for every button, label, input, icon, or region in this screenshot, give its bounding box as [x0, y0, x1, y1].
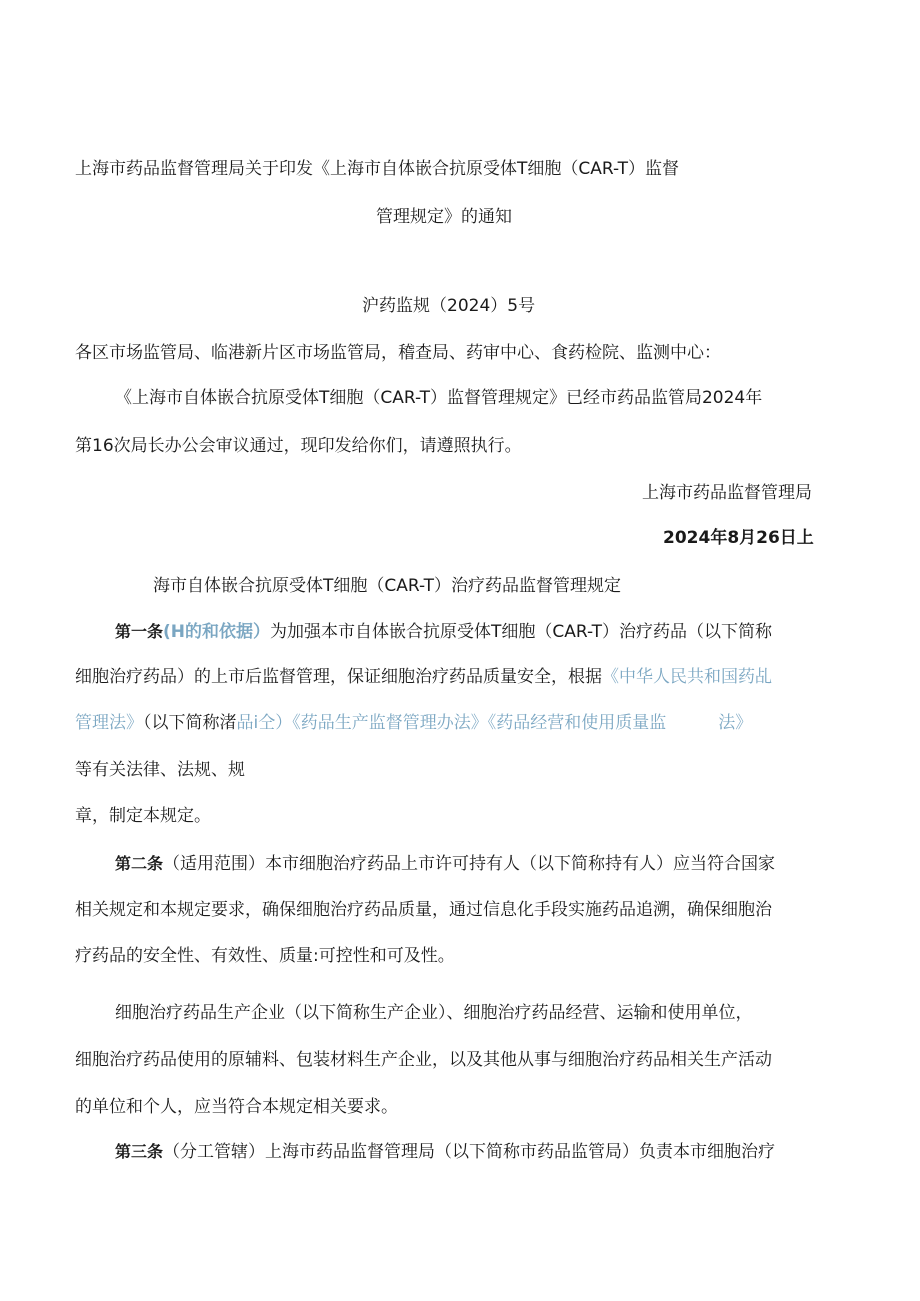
- article-1-line-2: [75, 665, 772, 689]
- article-1-line-1: [115, 620, 772, 644]
- recipients: 各区市场监管局、临港新片区市场监管局，稽查局、药审中心、食药检院、监测中心：: [75, 343, 721, 363]
- article-3-label: 第三条: [115, 1142, 164, 1161]
- article-1-line-5: 章，制定本规定。: [75, 806, 211, 826]
- article-3-text: （分工管辖）上海市药品监督管理局（以下简称市药品监管局）负责本市细胞治疗: [163, 1142, 776, 1162]
- law-link-drug-admin[interactable]: 《中华人民共和国药乩: [602, 667, 772, 687]
- article-2-label: 第二条: [115, 854, 164, 873]
- intro-line-1: 《上海市自体嵌合抗原受体T细胞（CAR-T）监督管理规定》已经市药品监管局2024年: [115, 388, 763, 408]
- document-title-line-1: 上海市药品监督管理局关于印发《上海市自体嵌合抗原受体T细胞（CAR-T）监督: [75, 159, 679, 179]
- issue-date: 2024年8月26日上: [663, 528, 814, 548]
- document-number: 沪药监规（2024）5号: [362, 296, 536, 316]
- article-1-line-4: 等有关法律、法规、规: [75, 760, 245, 780]
- intro-line-2: 第16次局长办公会审议通过，现印发给你们，请遵照执行。: [75, 436, 522, 456]
- article-1-heading: (H的和依据）: [163, 622, 271, 642]
- law-link-production-regulation[interactable]: 品i仝）《药品生产监督管理办法》《药品经营和使用质量监: [236, 713, 667, 733]
- units-paragraph-line-1: 细胞治疗药品生产企业（以下简称生产企业）、细胞治疗药品经营、运输和使用单位，: [115, 1003, 753, 1023]
- article-2-line-3: 疗药品的安全性、有效性、质量:可控性和可及性。: [75, 946, 455, 966]
- article-2-line-2: 相关规定和本规定要求，确保细胞治疗药品质量，通过信息化手段实施药品追溯，确保细胞治: [75, 900, 772, 920]
- article-1-line-3: [75, 711, 752, 735]
- article-2-text: （适用范围）本市细胞治疗药品上市许可持有人（以下简称持有人）应当符合国家: [163, 854, 776, 874]
- issuer: 上海市药品监督管理局: [642, 483, 812, 503]
- article-1-text: 为加强本市自体嵌合抗原受体T细胞（CAR-T）治疗药品（以下简称: [270, 622, 772, 642]
- document-title-line-2: 管理规定》的通知: [376, 207, 512, 227]
- law-link-drug-admin-end[interactable]: 管理法》: [75, 713, 143, 733]
- law-link-quality-regulation-end[interactable]: 法》: [718, 713, 753, 733]
- units-paragraph-line-3: 的单位和个人，应当符合本规定相关要求。: [75, 1097, 398, 1117]
- article-3-line-1: [115, 1140, 775, 1164]
- rule-title: 海市自体嵌合抗原受体T细胞（CAR-T）治疗药品监督管理规定: [153, 576, 621, 596]
- units-paragraph-line-2: 细胞治疗药品使用的原辅料、包装材料生产企业，以及其他从事与细胞治疗药品相关生产活动: [75, 1050, 772, 1070]
- article-1-label: 第一条: [115, 622, 164, 641]
- article-1-text-2: 细胞治疗药品）的上市后监督管理，保证细胞治疗药品质量安全，根据: [75, 667, 602, 687]
- article-2-line-1: [115, 852, 775, 876]
- article-1-text-3: （以下简称渚: [143, 713, 237, 733]
